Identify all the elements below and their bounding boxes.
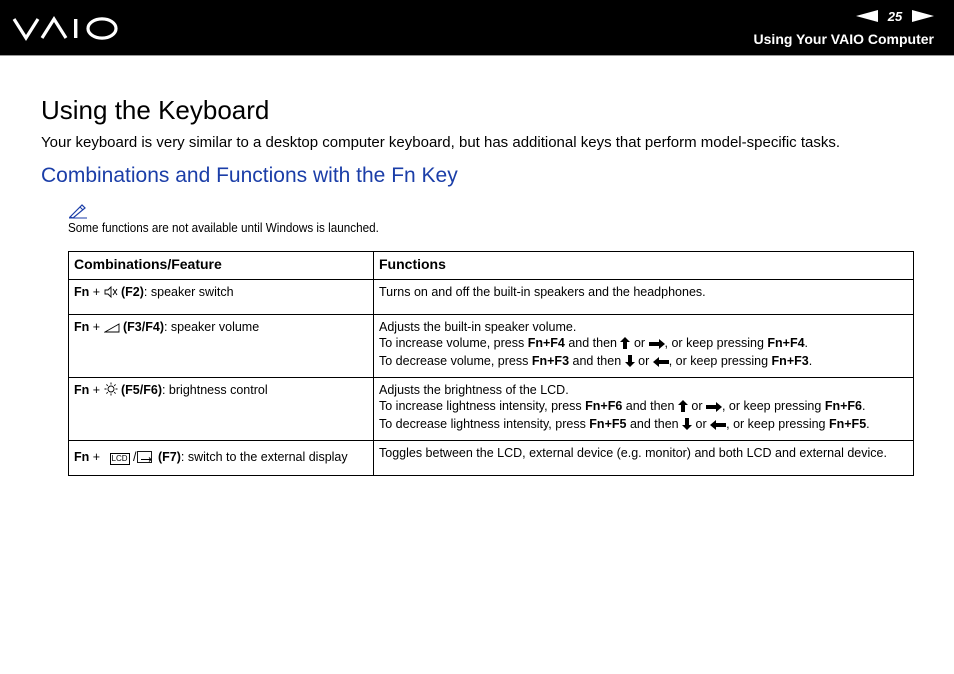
- page-navigation: [856, 8, 934, 24]
- function-key-label: (F2): [117, 285, 144, 299]
- fn-key-label: Fn: [74, 383, 90, 397]
- text-segment: .: [866, 417, 870, 431]
- text-segment: To increase lightness intensity, press: [379, 399, 586, 413]
- text-segment: and then: [622, 399, 678, 413]
- arrow-left-icon: [710, 418, 726, 434]
- column-header-functions: Functions: [374, 252, 914, 280]
- combination-cell: [69, 441, 374, 476]
- text-segment: or: [630, 336, 649, 350]
- note-text: Some functions are not available until Windows is launched.: [68, 220, 379, 235]
- key-combo: Fn+F4: [527, 336, 565, 350]
- arrow-left-icon: [653, 355, 669, 371]
- page-header: [0, 0, 954, 56]
- text-segment: .: [861, 399, 866, 413]
- text-segment: .: [808, 354, 813, 368]
- plus-sign: +: [89, 285, 104, 299]
- key-combo: Fn+F5: [589, 417, 627, 431]
- table-header-row: [69, 252, 914, 280]
- text-segment: Adjusts the brightness of the LCD.: [379, 383, 569, 397]
- arrow-down-icon: [682, 418, 692, 434]
- column-header-combinations: Combinations/Feature: [69, 252, 374, 280]
- key-combo: Fn+F4: [767, 336, 805, 350]
- function-line: [379, 416, 908, 434]
- page-number: 25: [887, 8, 903, 24]
- text-segment: Toggles between the LCD, external device (e.g. monitor) and both LCD and external device.: [379, 446, 887, 460]
- text-segment: and then: [564, 336, 621, 350]
- function-line: [379, 319, 908, 335]
- feature-description: : speaker switch: [143, 285, 234, 299]
- function-key-label: (F5/F6): [117, 383, 162, 397]
- slash-separator: /: [129, 450, 137, 464]
- table-row: [69, 441, 914, 476]
- brightness-sun-icon: [104, 382, 118, 400]
- arrow-up-icon: [678, 400, 688, 416]
- speaker-mute-icon: [104, 286, 118, 302]
- text-segment: Adjusts the built-in speaker volume.: [379, 320, 577, 334]
- key-combo: Fn+F3: [531, 354, 570, 368]
- feature-description: : switch to the external display: [180, 450, 348, 464]
- table-row: [69, 280, 914, 315]
- page-title: Using the Keyboard: [41, 95, 270, 125]
- text-segment: To decrease lightness intensity, press: [379, 417, 590, 431]
- function-line: [379, 284, 908, 300]
- text-segment: , or keep pressing: [664, 336, 768, 350]
- fn-key-label: Fn: [74, 285, 90, 299]
- function-line: [379, 382, 908, 398]
- text-segment: or: [687, 399, 706, 413]
- combination-cell: [69, 378, 374, 441]
- key-combo: Fn+F6: [585, 399, 623, 413]
- plus-sign: +: [89, 450, 104, 464]
- fn-key-table: [68, 251, 914, 476]
- plus-sign: +: [89, 320, 104, 334]
- pencil-note-icon: [68, 203, 88, 219]
- function-cell: [374, 441, 914, 476]
- table-row: [69, 315, 914, 378]
- next-page-arrow-icon[interactable]: [912, 10, 934, 22]
- combination-cell: [69, 315, 374, 378]
- function-line: [379, 445, 908, 461]
- feature-description: : brightness control: [161, 383, 268, 397]
- fn-key-label: Fn: [74, 450, 90, 464]
- key-combo: Fn+F3: [771, 354, 809, 368]
- text-segment: , or keep pressing: [668, 354, 772, 368]
- plus-sign: +: [89, 383, 104, 397]
- function-cell: [374, 315, 914, 378]
- text-segment: or: [634, 354, 653, 368]
- function-key-label: (F7): [154, 450, 181, 464]
- arrow-right-icon: [649, 337, 665, 353]
- arrow-up-icon: [620, 337, 630, 353]
- function-key-label: (F3/F4): [119, 320, 164, 334]
- text-segment: or: [692, 417, 711, 431]
- section-subtitle: Combinations and Functions with the Fn Key: [41, 164, 458, 187]
- intro-paragraph: Your keyboard is very similar to a desktop computer keyboard, but has additional keys that perform model-specific tasks.: [41, 134, 840, 151]
- text-segment: Turns on and off the built-in speakers and the headphones.: [379, 285, 706, 299]
- section-title: Using Your VAIO Computer: [753, 31, 934, 47]
- function-line: [379, 398, 908, 416]
- text-segment: , or keep pressing: [726, 417, 829, 431]
- combination-cell: [69, 280, 374, 315]
- vaio-logo: [12, 13, 122, 43]
- key-combo: Fn+F5: [828, 417, 867, 431]
- table-row: [69, 378, 914, 441]
- lcd-key-glyph: LCD: [111, 454, 128, 463]
- arrow-down-icon: [625, 355, 635, 371]
- text-segment: To decrease volume, press: [379, 354, 532, 368]
- function-cell: [374, 280, 914, 315]
- feature-description: : speaker volume: [163, 320, 260, 334]
- fn-key-label: Fn: [74, 320, 90, 334]
- display-switch-icon: [137, 451, 155, 467]
- function-line: [379, 335, 908, 353]
- previous-page-arrow-icon[interactable]: [856, 10, 878, 22]
- text-segment: , or keep pressing: [721, 399, 825, 413]
- function-line: [379, 353, 908, 371]
- arrow-right-icon: [706, 400, 722, 416]
- text-segment: To increase volume, press: [379, 336, 528, 350]
- text-segment: .: [804, 336, 809, 350]
- function-cell: [374, 378, 914, 441]
- volume-wedge-icon: [104, 321, 120, 337]
- text-segment: and then: [569, 354, 625, 368]
- key-combo: Fn+F6: [824, 399, 862, 413]
- text-segment: and then: [626, 417, 683, 431]
